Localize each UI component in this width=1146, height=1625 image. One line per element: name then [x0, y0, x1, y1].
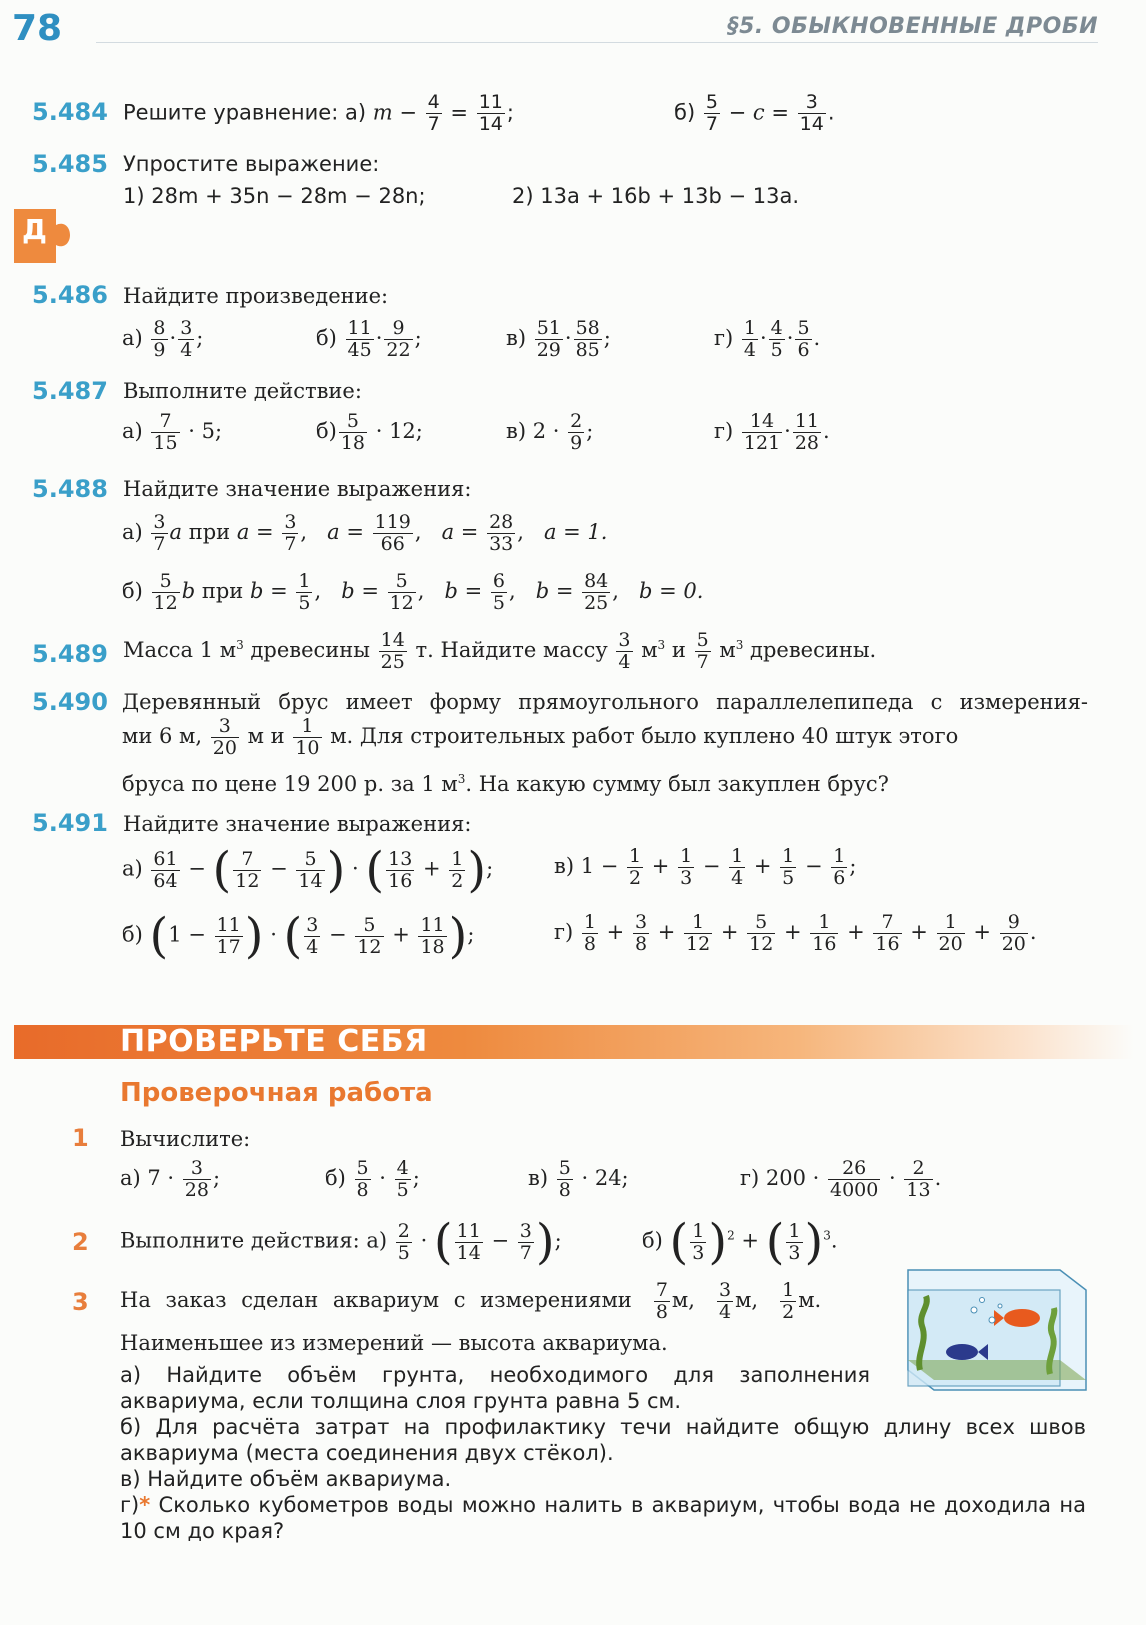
fraction: $\frac{1}{4}$	[743, 317, 756, 361]
problem-number: 5.491	[32, 809, 108, 837]
header-rule	[96, 42, 1098, 43]
task-1-v: в) $\frac{5}{8}$ · 24;	[528, 1157, 629, 1201]
operator: −	[399, 100, 417, 125]
problem-5-487-b: б) $\frac{5}{18}$ · 12;	[316, 410, 423, 454]
fraction: $\frac{8}{9}$	[153, 317, 166, 361]
badge-letter: Д	[22, 213, 47, 246]
problem-5-488-a: а) $\frac{3}{7}$ a при a = $\frac{3}{7}$ , a = $\frac{119}{66}$ , a = $\frac{28}{33}$ , a = 1.	[122, 511, 608, 555]
problem-text: Найдите значение выражения:	[123, 812, 472, 836]
problem-text: Выполните действие:	[123, 379, 362, 403]
task-2-b: б) ( $\frac{1}{3}$ )$^2$ + ( $\frac{1}{3}$ )$^3$.	[642, 1214, 838, 1270]
task-1-b: б) $\frac{5}{8}$ · $\frac{4}{5}$ ;	[325, 1157, 420, 1201]
problem-number: 5.488	[32, 475, 108, 503]
problem-5-488-b: б) $\frac{5}{12}$ b при b = $\frac{1}{5}$ , b = $\frac{5}{12}$ , b = $\frac{6}{5}$ , b = $\frac{84}{25}$ , b = 0.	[122, 570, 704, 614]
problem-text: Упростите выражение:	[123, 152, 380, 176]
problem-5-487-v: в) 2 · $\frac{2}{9}$ ;	[506, 410, 594, 454]
problem-5-486-g: г) $\frac{1}{4}$ · $\frac{4}{5}$ · $\frac{5}{6}$ .	[714, 317, 821, 361]
fraction: $\frac{4}{5}$	[770, 317, 783, 361]
running-head: §5. ОБЫКНОВЕННЫЕ ДРОБИ	[727, 14, 1098, 39]
task-3-question-a: а) Найдите объём грунта, необходимого для заполнения аквариума, если толщина слоя грунта равна 5 см.	[120, 1363, 870, 1413]
problem-text: Решите уравнение: а)	[123, 100, 367, 125]
task-3-question-b: б) Для расчёта затрат на профилактику течи найдите общую длину всех швов аквариума (места соединения двух стёкол).	[120, 1415, 1086, 1465]
task-number: 2	[72, 1228, 89, 1256]
problem-5-487-a: а) $\frac{7}{15}$ · 5;	[122, 410, 223, 454]
task-1-g: г) 200 · $\frac{26}{4000}$ · $\frac{2}{13}$ .	[740, 1157, 942, 1201]
problem-5-491-v: в) 1 − $\frac{1}{2}$ + $\frac{1}{3}$ − $\frac{1}{4}$ + $\frac{1}{5}$ − $\frac{1}{6}$ ;	[554, 845, 857, 889]
variable: c	[752, 100, 765, 125]
operator: =	[450, 100, 469, 125]
fraction: $\frac{3}{4}$	[180, 317, 193, 361]
page-number: 78	[12, 8, 63, 49]
task-3-question-g: г)* Сколько кубометров воды можно налить в аквариум, чтобы вода не доходила на 10 см до края?	[120, 1493, 1086, 1543]
problem-text: Найдите значение выражения:	[123, 477, 472, 501]
task-2: Выполните действия: а) $\frac{2}{5}$ · ( $\frac{11}{14}$ − $\frac{3}{7}$ );	[120, 1214, 562, 1270]
check-yourself-title: ПРОВЕРЬТЕ СЕБЯ	[120, 1024, 428, 1059]
fraction: $\frac{11}{45}$	[347, 317, 372, 361]
aquarium-illustration	[900, 1262, 1090, 1397]
problem-5-484: Решите уравнение: а) m − $\frac{4}{7}$ = $\frac{11}{14}$ ;	[123, 91, 514, 135]
problem-5-489: Масса 1 $м^3$ древесины $\frac{14}{25}$ т. Найдите массу $\frac{3}{4}$ $м^3$ и $\frac{5}{7}$ $м^3$ древесины.	[123, 629, 877, 673]
problem-5-491-g: г) $\frac{1}{8}$ + $\frac{3}{8}$ + $\frac{1}{12}$ + $\frac{5}{12}$ + $\frac{1}{16}$ + $\frac{7}{16}$ + $\frac{1}{20}$ + $\frac{9}{20}$ .	[554, 911, 1037, 955]
item-label: б)	[674, 100, 696, 125]
problem-5-484-b: б) $\frac{5}{7}$ − c = $\frac{3}{14}$ .	[674, 91, 835, 135]
problem-5-491-b: б) (1 − $\frac{11}{17}$ ) · ( $\frac{3}{4}$ − $\frac{5}{12}$ + $\frac{11}{18}$ );	[122, 908, 475, 964]
problem-5-490-line1: Деревянный брус имеет форму прямоугольного параллелепипеда с измерения-	[122, 690, 1088, 714]
task-1-a: а) 7 · $\frac{3}{28}$ ;	[120, 1157, 221, 1201]
variable: m	[372, 100, 393, 125]
problem-5-490-line3: бруса по цене 19 200 р. за 1 $м^3$. На какую сумму был закуплен брус?	[122, 772, 889, 796]
fraction: $\frac{3}{14}$	[799, 91, 824, 135]
task-3-line2: Наименьшее из измерений — высота аквариума.	[120, 1331, 668, 1355]
task-number: 1	[72, 1124, 89, 1152]
section-title: Проверочная работа	[120, 1078, 433, 1108]
fraction: $\frac{58}{85}$	[575, 317, 600, 361]
fraction: $\frac{9}{22}$	[386, 317, 411, 361]
problem-number: 5.485	[32, 150, 108, 178]
problem-text: Найдите произведение:	[123, 284, 389, 308]
task-3-question-v: в) Найдите объём аквариума.	[120, 1467, 452, 1491]
problem-5-487-g: г) $\frac{14}{121}$ · $\frac{11}{28}$ .	[714, 410, 830, 454]
item-1: 1) 28m + 35n − 28m − 28n;	[123, 184, 426, 208]
problem-5-491-a: а) $\frac{61}{64}$ − ( $\frac{7}{12}$ − $\frac{5}{14}$ ) · ( $\frac{13}{16}$ + $\frac{1}{2}$ );	[122, 842, 494, 898]
problem-number: 5.490	[32, 688, 108, 716]
task-3-line1: На заказ сделан аквариум с измерениями $\frac{7}{8}$ м, $\frac{3}{4}$ м, $\frac{1}{2}$ м.	[120, 1279, 822, 1323]
task-text: Вычислите:	[120, 1127, 251, 1151]
problem-number: 5.487	[32, 377, 108, 405]
problem-number: 5.486	[32, 281, 108, 309]
exercise-badge-d	[12, 205, 74, 267]
task-number: 3	[72, 1288, 89, 1316]
item-2: 2) 13a + 16b + 13b − 13a.	[512, 184, 800, 208]
problem-5-486-v: в) $\frac{51}{29}$ · $\frac{58}{85}$ ;	[506, 317, 611, 361]
problem-5-486-items: а) $\frac{8}{9}$ · $\frac{3}{4}$ ;	[122, 317, 204, 361]
problem-5-486-b: б) $\frac{11}{45}$ · $\frac{9}{22}$ ;	[316, 317, 422, 361]
problem-5-490-line2: ми 6 м, $\frac{3}{20}$ м и $\frac{1}{10}$ м. Для строительных работ было куплено 40 штук этого	[122, 715, 959, 759]
problem-number: 5.484	[32, 98, 108, 126]
fraction: $\frac{5}{6}$	[797, 317, 810, 361]
fraction: $\frac{11}{14}$	[478, 91, 503, 135]
fraction: $\frac{5}{7}$	[705, 91, 718, 135]
problem-number: 5.489	[32, 640, 108, 668]
fraction: $\frac{51}{29}$	[536, 317, 561, 361]
fraction: $\frac{4}{7}$	[427, 91, 440, 135]
